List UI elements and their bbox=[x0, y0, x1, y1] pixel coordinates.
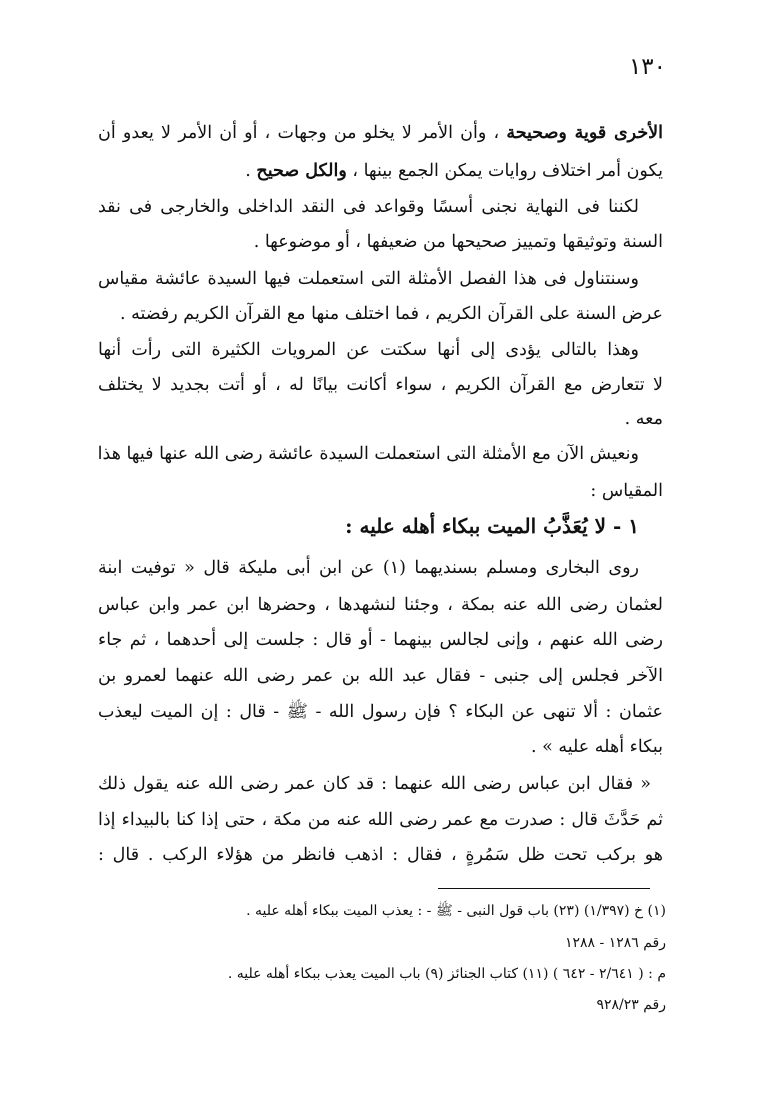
text-line: هو بركب تحت ظل سَمُرةٍ ، فقال : اذهب فانظر من هؤلاء الركب . قال : bbox=[98, 845, 663, 865]
text-line: ونعيش الآن مع الأمثلة التى استعملت السيدة عائشة رضى الله عنها فيها هذا bbox=[97, 444, 639, 464]
footnote-line: رقم ١٢٨٦ - ١٢٨٨ bbox=[564, 935, 666, 951]
text-line: « فقال ابن عباس رضى الله عنهما : قد كان عمر رضى الله عنه يقول ذلك bbox=[98, 774, 651, 794]
footnote-line: (١) خ (١/٣٩٧) (٢٣) باب قول النبى - ﷺ - : يعذب الميت ببكاء أهله عليه . bbox=[246, 903, 666, 919]
text-line: لا تتعارض مع القرآن الكريم ، سواء أكانت بيانًا له ، أو أتت بجديد لا يختلف bbox=[98, 375, 663, 395]
text-line: ببكاء أهله عليه » . bbox=[530, 737, 663, 757]
text-line: الآخر فجلس إلى جنبى - فقال عبد الله بن عمر رضى الله عنهما لعمرو بن bbox=[98, 666, 663, 686]
text-line: عرض السنة على القرآن الكريم ، فما اختلف منها مع القرآن الكريم رفضته . bbox=[119, 304, 663, 324]
text-line: لعثمان رضى الله عنه بمكة ، وجئنا لنشهدها ، وحضرها ابن عمر وابن عباس bbox=[98, 595, 663, 615]
text-line: وسنتناول فى هذا الفصل الأمثلة التى استعملت فيها السيدة عائشة مقياس bbox=[98, 269, 639, 289]
footnote-divider bbox=[438, 888, 650, 889]
text-line: معه . bbox=[624, 409, 663, 429]
text-line: رضى الله عنهم ، وإنى لجالس بينهما - أو قال : جلست إلى أحدهما ، ثم جاء bbox=[98, 630, 663, 650]
text-line: روى البخارى ومسلم بسنديهما (١) عن ابن أبى مليكة قال « توفيت ابنة bbox=[98, 558, 639, 578]
text-line: ثم حَدَّثَ قال : صدرت مع عمر رضى الله عنه من مكة ، حتى إذا كنا بالبيداء إذا bbox=[98, 810, 663, 830]
text-line: السنة وتوثيقها وتمييز صحيحها من ضعيفها ، أو موضوعها . bbox=[253, 232, 663, 252]
text-line: عثمان : ألا تنهى عن البكاء ؟ فإن رسول الله - ﷺ - قال : إن الميت ليعذب bbox=[98, 702, 663, 722]
section-heading: ١ - لا يُعَذَّبُ الميت ببكاء أهله عليه : bbox=[345, 514, 639, 538]
footnote-line: رقم ٩٢٨/٢٣ bbox=[596, 997, 666, 1013]
footnote-line: م : ( ٢/٦٤١ - ٦٤٢ ) (١١) كتاب الجنائز (٩) باب الميت يعذب ببكاء أهله عليه . bbox=[227, 966, 666, 982]
text-line: لكننا فى النهاية نجنى أسسًا وقواعد فى النقد الداخلى والخارجى فى نقد bbox=[98, 197, 639, 217]
text-line: المقياس : bbox=[590, 481, 663, 501]
text-line: الأخرى قوية وصحيحة ، وأن الأمر لا يخلو من وجهات ، أو أن الأمر لا يعدو أن bbox=[98, 123, 663, 143]
text-line: وهذا بالتالى يؤدى إلى أنها سكتت عن المرويات الكثيرة التى رأت أنها bbox=[98, 340, 639, 360]
text-line: يكون أمر اختلاف روايات يمكن الجمع بينها ، والكل صحيح . bbox=[245, 161, 663, 181]
page-number: ١٣٠ bbox=[628, 54, 666, 80]
